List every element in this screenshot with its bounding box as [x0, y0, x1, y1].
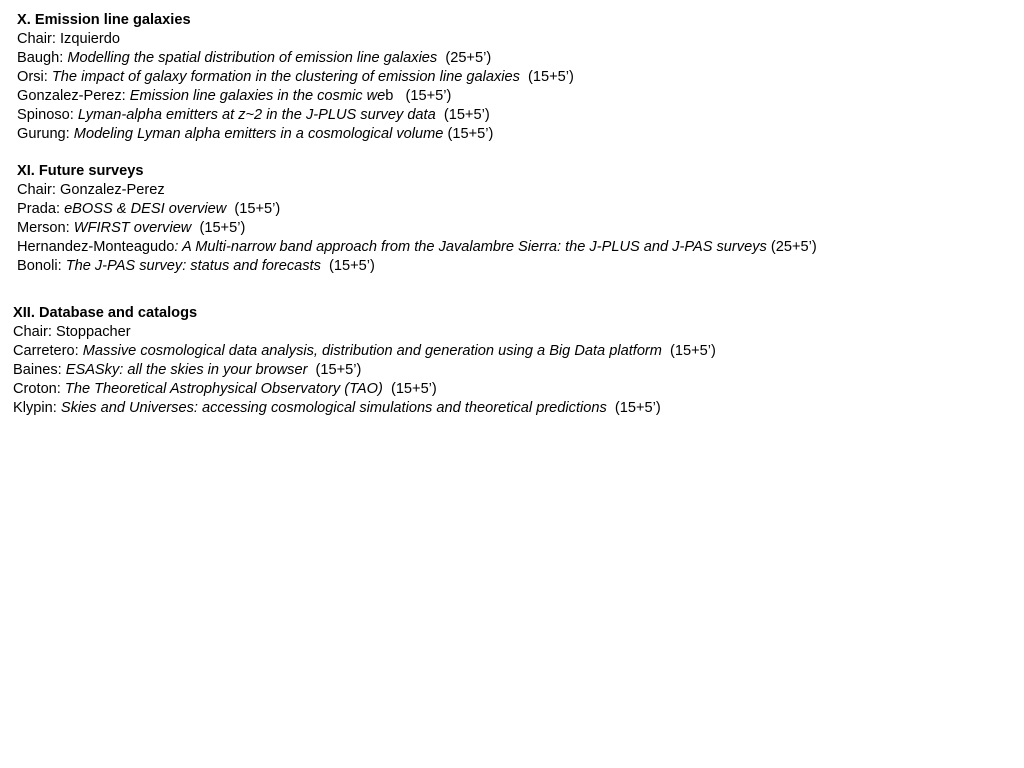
talk-item	[17, 125, 574, 144]
talk-speaker: Prada:	[17, 201, 65, 217]
talk-title: The impact of galaxy formation in the clustering of emission line galaxies	[51, 69, 520, 85]
talk-title: WFIRST overview	[73, 220, 192, 236]
talk-speaker: Gonzalez-Perez:	[17, 88, 130, 104]
session-chair: Chair: Gonzalez-Perez	[17, 182, 165, 198]
talk-title: The J-PAS survey: status and forecasts	[65, 258, 321, 274]
talk-speaker: Klypin:	[13, 400, 61, 416]
talk-duration: (15+5’)	[606, 400, 661, 416]
talk-title: eBOSS & DESI overview	[64, 201, 227, 217]
talk-duration: b (15+5’)	[385, 88, 452, 104]
talk-speaker: Merson:	[17, 220, 74, 236]
talk-speaker: Orsi:	[17, 69, 52, 85]
talk-duration: (15+5’)	[519, 69, 574, 85]
section-heading: X. Emission line galaxies	[17, 12, 191, 28]
talk-item	[17, 257, 817, 276]
talk-item	[13, 380, 716, 399]
talk-item	[17, 106, 574, 125]
talk-duration: (15+5’)	[435, 107, 490, 123]
talk-duration: (15+5’)	[307, 362, 362, 378]
talk-title: Modeling Lyman alpha emitters in a cosmological volume	[73, 126, 444, 142]
talk-speaker: Hernandez-Monteagudo	[17, 239, 175, 255]
talk-title: Emission line galaxies in the cosmic we	[129, 88, 386, 104]
talk-title: Lyman-alpha emitters at z~2 in the J-PLUS survey data	[77, 107, 436, 123]
talk-speaker: Gurung:	[17, 126, 74, 142]
talk-title: Skies and Universes: accessing cosmological simulations and theoretical predictions	[60, 400, 607, 416]
talk-speaker: Carretero:	[13, 343, 83, 359]
talk-item	[17, 68, 574, 87]
talk-duration: (25+5’)	[766, 239, 817, 255]
talk-duration: (15+5’)	[443, 126, 494, 142]
session-chair: Chair: Stoppacher	[13, 324, 131, 340]
talk-duration: (15+5’)	[191, 220, 246, 236]
talk-speaker: Baines:	[13, 362, 66, 378]
talk-item	[17, 49, 574, 68]
talk-speaker: Croton:	[13, 381, 65, 397]
talk-duration: (15+5’)	[320, 258, 375, 274]
talk-duration: (25+5’)	[437, 50, 492, 66]
talk-item	[17, 219, 817, 238]
talk-title: The Theoretical Astrophysical Observatory (TAO)	[64, 381, 383, 397]
talk-duration: (15+5’)	[226, 201, 281, 217]
session-database-and-catalogs	[13, 304, 716, 418]
talk-duration: (15+5’)	[661, 343, 716, 359]
talk-title: : A Multi-narrow band approach from the Javalambre Sierra: the J-PLUS and J-PAS surveys	[174, 239, 767, 255]
talk-item	[17, 87, 574, 106]
talk-title: Massive cosmological data analysis, distribution and generation using a Big Data platform	[82, 343, 662, 359]
talk-item	[13, 399, 716, 418]
talk-speaker: Spinoso:	[17, 107, 78, 123]
talk-item	[17, 238, 817, 257]
session-future-surveys	[17, 162, 817, 276]
talk-item	[17, 200, 817, 219]
talk-title: ESASky: all the skies in your browser	[65, 362, 308, 378]
talk-item	[13, 361, 716, 380]
talk-title: Modelling the spatial distribution of emission line galaxies	[67, 50, 438, 66]
section-heading: XII. Database and catalogs	[13, 305, 198, 321]
section-heading: XI. Future surveys	[17, 163, 144, 179]
talk-item	[13, 342, 716, 361]
session-emission-line-galaxies	[17, 11, 574, 144]
talk-duration: (15+5’)	[382, 381, 437, 397]
talk-speaker: Baugh:	[17, 50, 68, 66]
session-chair: Chair: Izquierdo	[17, 31, 121, 47]
talk-speaker: Bonoli:	[17, 258, 66, 274]
